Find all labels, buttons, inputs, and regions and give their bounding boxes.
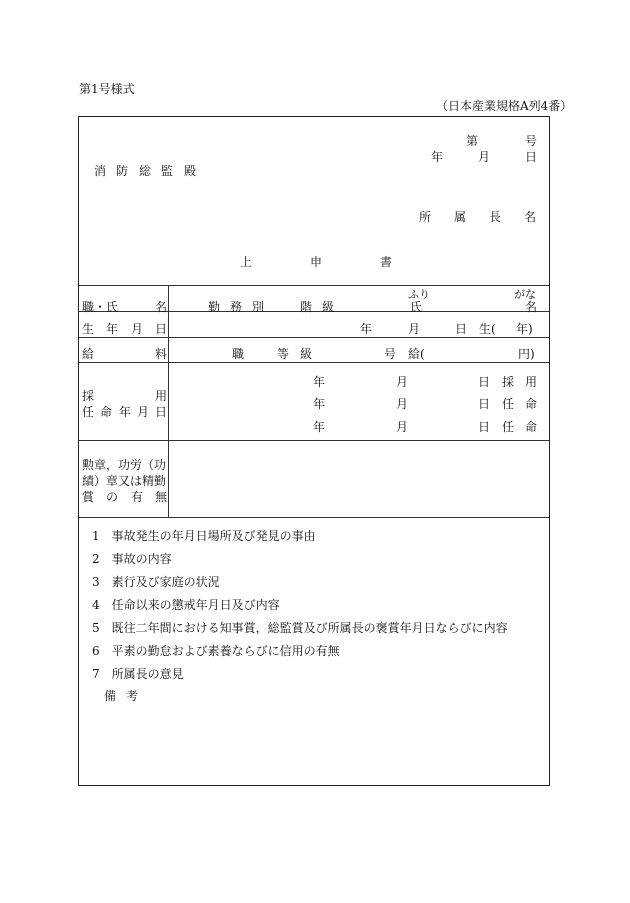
number-suffix: 号 bbox=[525, 134, 538, 148]
salary-yen: 円) bbox=[518, 347, 535, 361]
divider bbox=[79, 285, 549, 286]
surname-label: 氏 bbox=[410, 300, 423, 314]
list-item: 3 素行及び家庭の状況 bbox=[92, 575, 220, 589]
divider bbox=[79, 337, 549, 338]
furigana-right: がな bbox=[514, 288, 536, 301]
label-salary: 給 bbox=[82, 347, 95, 361]
list-item: 4 任命以来の懲戒年月日及び内容 bbox=[92, 598, 280, 612]
given-name-label: 名 bbox=[525, 300, 538, 314]
date-day: 日 bbox=[525, 150, 538, 164]
birth-month: 月 bbox=[408, 322, 421, 336]
column-divider bbox=[168, 285, 169, 517]
paper-size-note: （日本産業規格A列4番） bbox=[436, 99, 573, 113]
date-year: 年 bbox=[431, 150, 444, 164]
list-item: 2 事故の内容 bbox=[92, 552, 172, 566]
list-item: 5 既往二年間における知事賞，総監賞及び所属長の褒賞年月日ならびに内容 bbox=[92, 621, 508, 635]
birth-day: 日 生( bbox=[455, 322, 496, 336]
label-hired-end: 用 bbox=[155, 389, 168, 403]
label-awards-2: 績）章又は精勤 bbox=[82, 474, 167, 488]
date-month: 月 bbox=[478, 150, 491, 164]
form-frame bbox=[78, 116, 550, 786]
list-item: 1 事故発生の年月日場所及び発見の事由 bbox=[92, 529, 316, 543]
list-item: 7 所属長の意見 bbox=[92, 667, 184, 681]
salary-position: 職 bbox=[232, 347, 245, 361]
label-awards-1: 勲章，功労（功 bbox=[82, 458, 167, 472]
label-position-name: 職・氏 bbox=[82, 300, 119, 314]
birth-year: 年 bbox=[360, 322, 373, 336]
label-position-name-end: 名 bbox=[155, 300, 168, 314]
label-hired: 採 bbox=[82, 389, 95, 403]
divider bbox=[79, 311, 549, 312]
salary-grade: 等 bbox=[277, 347, 290, 361]
divider bbox=[79, 440, 549, 441]
divider bbox=[79, 362, 549, 363]
furigana-left: ふり bbox=[408, 288, 430, 301]
age-years: 年) bbox=[516, 322, 533, 336]
salary-class: 級 bbox=[300, 347, 313, 361]
salary-step: 号 給( bbox=[384, 347, 425, 361]
number-prefix: 第 bbox=[466, 134, 479, 148]
form-number: 第1号様式 bbox=[79, 82, 135, 96]
divider bbox=[79, 517, 549, 518]
list-item: 6 平素の勤怠および素養ならびに信用の有無 bbox=[92, 644, 340, 658]
label-salary-end: 料 bbox=[155, 347, 168, 361]
